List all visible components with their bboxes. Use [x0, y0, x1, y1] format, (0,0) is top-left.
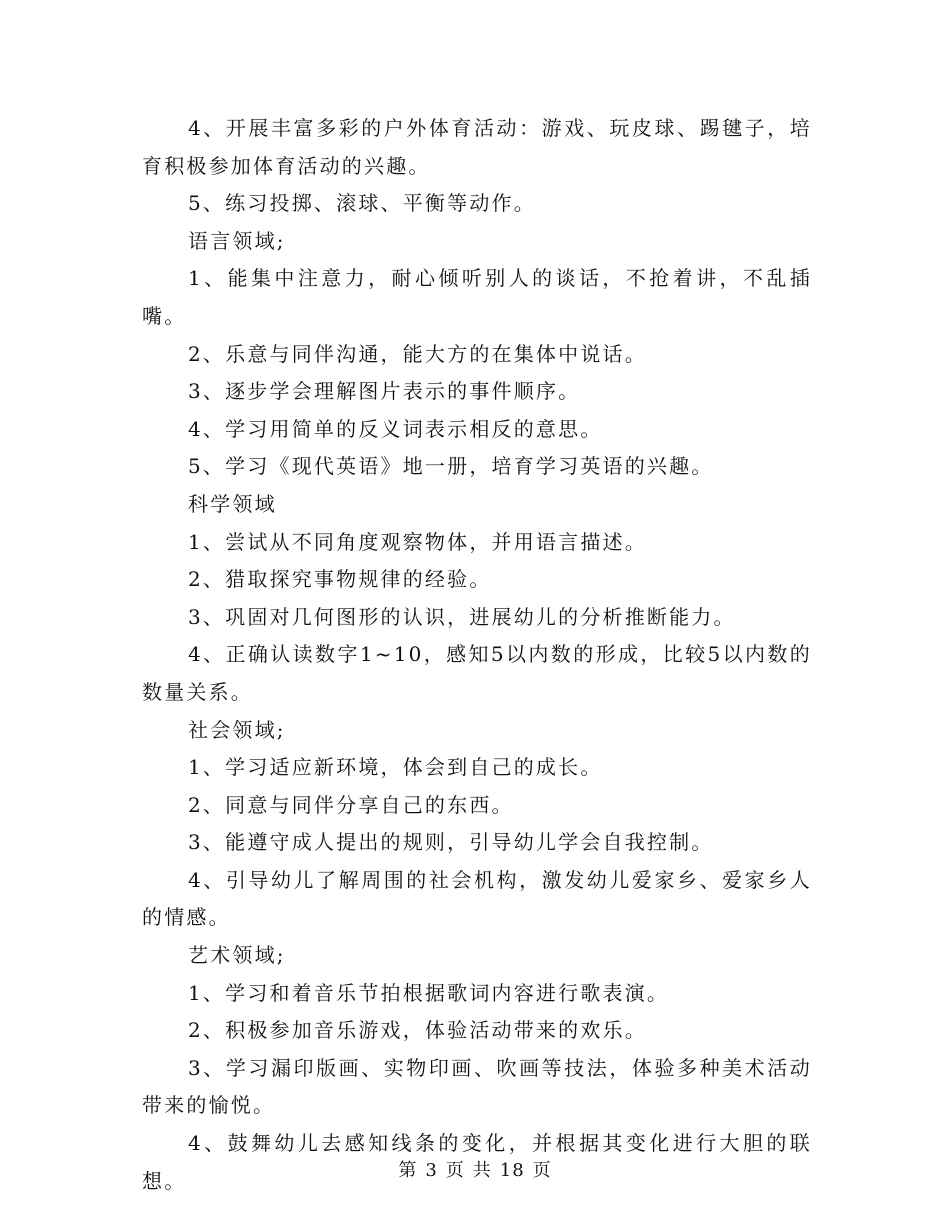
page-footer [0, 1156, 950, 1182]
paragraph: 1、尝试从不同角度观察物体，并用语言描述。 [188, 529, 647, 554]
paragraph: 5、学习《现代英语》地一册，培育学习英语的兴趣。 [188, 454, 714, 479]
section-heading-language: 语言领域; [188, 228, 286, 253]
paragraph: 4、学习用简单的反义词表示相反的意思。 [188, 416, 603, 441]
paragraph: 5、练习投掷、滚球、平衡等动作。 [188, 191, 536, 216]
paragraph: 4、引导幼儿了解周围的社会机构，激发幼儿爱家乡、爱家乡人的情感。 [142, 867, 812, 930]
footer-label-page: 第 [398, 1160, 418, 1181]
paragraph: 4、鼓舞幼儿去感知线条的变化，并根据其变化进行大胆的联想。 [142, 1131, 812, 1193]
paragraph: 2、乐意与同伴沟通，能大方的在集体中说话。 [188, 341, 647, 366]
document-body [142, 110, 812, 1200]
paragraph: 2、猎取探究事物规律的经验。 [188, 567, 492, 592]
paragraph: 3、能遵守成人提出的规则，引导幼儿学会自我控制。 [188, 830, 714, 855]
footer-label-unit-end: 页 [532, 1160, 552, 1181]
footer-label-total: 共 [472, 1160, 492, 1181]
paragraph: 4、开展丰富多彩的户外体育活动：游戏、玩皮球、踢毽子，培育积极参加体育活动的兴趣。 [142, 116, 812, 178]
section-heading-society: 社会领域; [188, 717, 286, 742]
paragraph: 1、学习适应新环境，体会到自己的成长。 [188, 755, 603, 780]
paragraph: 3、学习漏印版画、实物印画、吹画等技法，体验多种美术活动带来的愉悦。 [142, 1055, 812, 1118]
paragraph: 3、巩固对几何图形的认识，进展幼儿的分析推断能力。 [188, 604, 736, 629]
footer-total-pages: 18 [499, 1160, 525, 1181]
paragraph: 2、积极参加音乐游戏，体验活动带来的欢乐。 [188, 1018, 647, 1043]
paragraph: 4、正确认读数字1~10，感知5以内数的形成，比较5以内数的数量关系。 [142, 642, 812, 704]
paragraph: 1、能集中注意力，耐心倾听别人的谈话，不抢着讲，不乱插嘴。 [142, 266, 812, 328]
footer-current-page: 3 [425, 1160, 438, 1181]
paragraph: 1、学习和着音乐节拍根据歌词内容进行歌表演。 [188, 980, 670, 1005]
section-heading-science: 科学领域 [188, 491, 277, 516]
footer-label-unit: 页 [445, 1160, 465, 1181]
section-heading-art: 艺术领域; [188, 943, 286, 968]
paragraph: 2、同意与同伴分享自己的东西。 [188, 792, 514, 817]
paragraph: 3、逐步学会理解图片表示的事件顺序。 [188, 379, 581, 404]
